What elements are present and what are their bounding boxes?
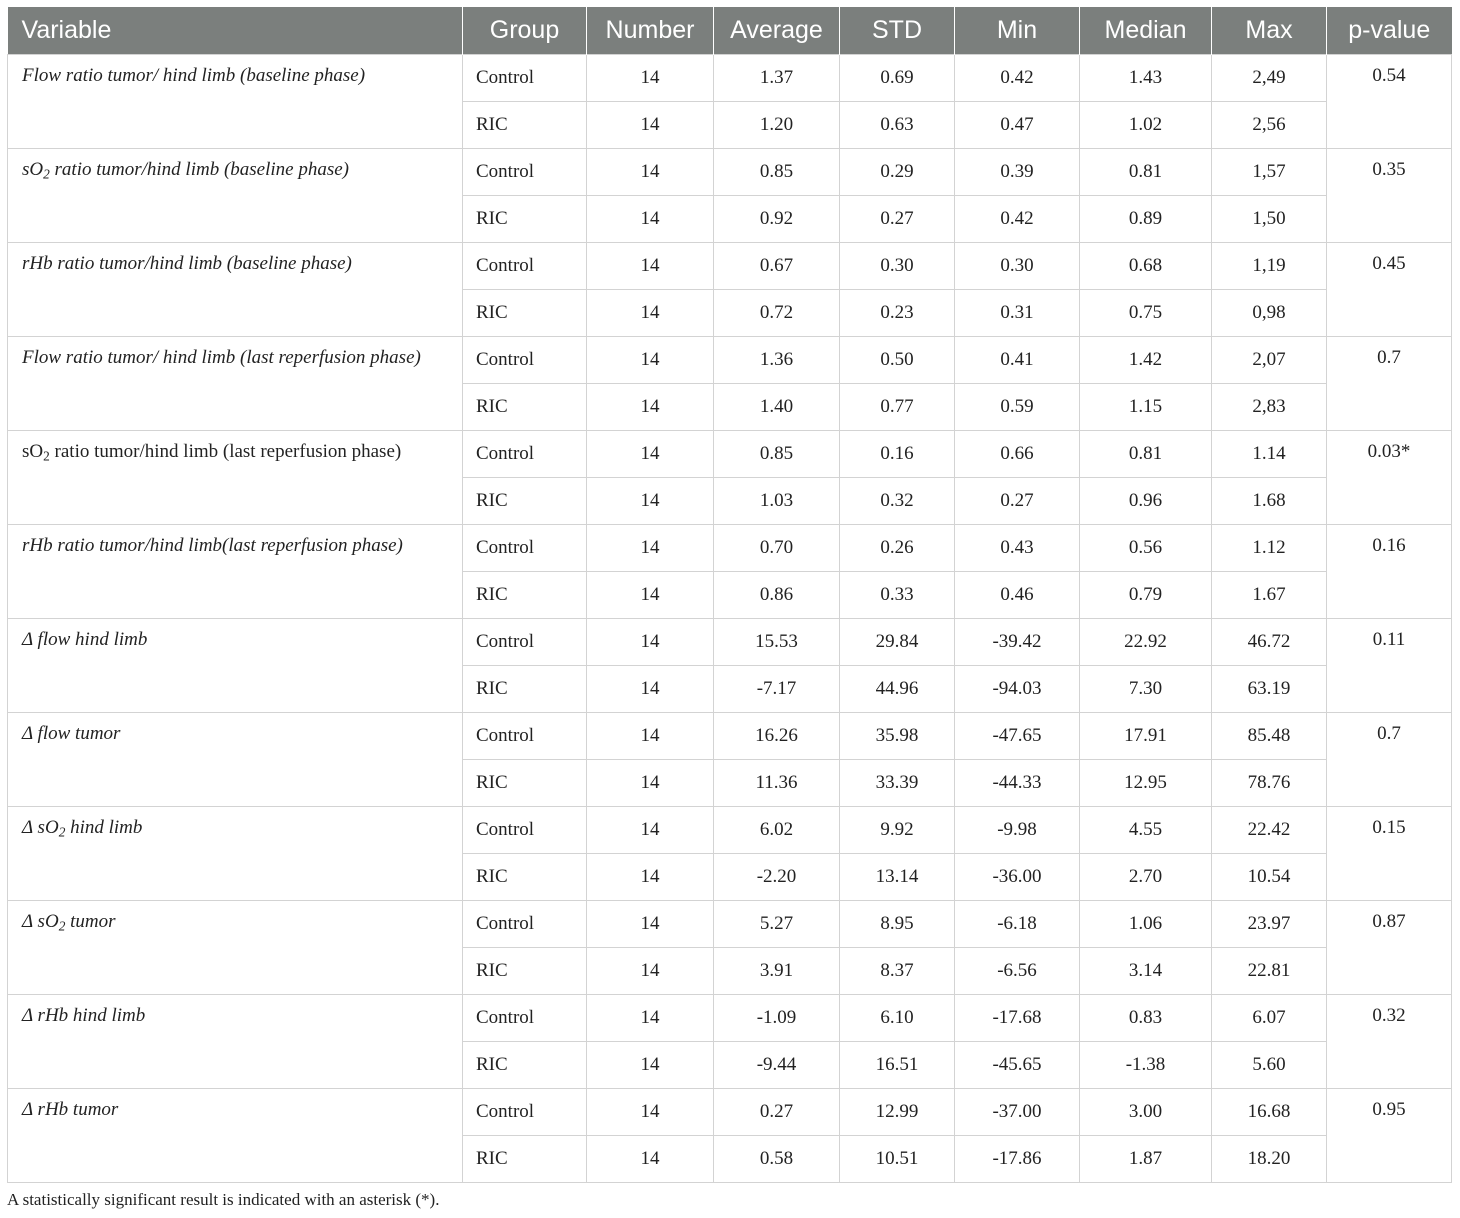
group-cell: Control [463,901,587,948]
std-cell: 0.77 [840,384,955,431]
std-cell: 0.32 [840,478,955,525]
number-cell: 14 [587,290,714,337]
variable-label-part: Δ sO [22,817,59,838]
min-cell: 0.39 [955,149,1080,196]
average-cell: 0.70 [714,525,840,572]
max-cell: 1.68 [1212,478,1327,525]
group-cell: RIC [463,666,587,713]
std-cell: 44.96 [840,666,955,713]
std-cell: 8.95 [840,901,955,948]
average-cell: 0.72 [714,290,840,337]
min-cell: 0.27 [955,478,1080,525]
std-cell: 12.99 [840,1089,955,1136]
number-cell: 14 [587,55,714,102]
p-value-cell: 0.54 [1327,55,1452,149]
average-cell: 3.91 [714,948,840,995]
p-value-cell: 0.95 [1327,1089,1452,1183]
std-cell: 0.33 [840,572,955,619]
average-cell: 1.40 [714,384,840,431]
group-cell: Control [463,525,587,572]
max-cell: 1.67 [1212,572,1327,619]
variable-label: Δ flow tumor [22,723,121,744]
median-cell: 0.81 [1080,431,1212,478]
number-cell: 14 [587,196,714,243]
median-cell: 17.91 [1080,713,1212,760]
max-cell: 1.14 [1212,431,1327,478]
p-value-cell: 0.11 [1327,619,1452,713]
variable-cell [8,713,463,807]
number-cell: 14 [587,619,714,666]
table-row [8,337,1452,384]
max-cell: 2,83 [1212,384,1327,431]
min-cell: 0.42 [955,196,1080,243]
variable-label-part: ratio tumor/hind limb (baseline phase) [49,159,350,180]
average-cell: 11.36 [714,760,840,807]
table-body [8,55,1452,1183]
min-cell: -17.68 [955,995,1080,1042]
table-row [8,243,1452,290]
std-cell: 0.16 [840,431,955,478]
max-cell: 2,49 [1212,55,1327,102]
group-cell: RIC [463,384,587,431]
variable-label-part: 2 [58,918,66,934]
variable-label: rHb ratio tumor/hind limb(last reperfusion phase) [22,535,403,556]
median-cell: 1.06 [1080,901,1212,948]
table-row [8,807,1452,854]
median-cell: 1.02 [1080,102,1212,149]
p-value-cell: 0.7 [1327,713,1452,807]
max-cell: 18.20 [1212,1136,1327,1183]
average-cell: -7.17 [714,666,840,713]
number-cell: 14 [587,854,714,901]
std-cell: 9.92 [840,807,955,854]
max-cell: 23.97 [1212,901,1327,948]
p-value-cell: 0.35 [1327,149,1452,243]
std-cell: 0.23 [840,290,955,337]
max-cell: 22.81 [1212,948,1327,995]
group-cell: RIC [463,1042,587,1089]
max-cell: 6.07 [1212,995,1327,1042]
number-cell: 14 [587,337,714,384]
group-cell: RIC [463,290,587,337]
median-cell: 0.83 [1080,995,1212,1042]
min-cell: 0.30 [955,243,1080,290]
average-cell: 1.37 [714,55,840,102]
number-cell: 14 [587,525,714,572]
variable-label: Flow ratio tumor/ hind limb (baseline phase) [22,65,366,86]
average-cell: 15.53 [714,619,840,666]
column-header: Max [1212,7,1327,55]
median-cell: 22.92 [1080,619,1212,666]
column-header: Variable [8,7,463,55]
average-cell: 0.92 [714,196,840,243]
median-cell: 4.55 [1080,807,1212,854]
std-cell: 0.30 [840,243,955,290]
variable-label: Flow ratio tumor/ hind limb (last reperfusion phase) [22,347,421,368]
average-cell: 16.26 [714,713,840,760]
variable-cell [8,901,463,995]
table-row [8,713,1452,760]
max-cell: 85.48 [1212,713,1327,760]
number-cell: 14 [587,149,714,196]
number-cell: 14 [587,431,714,478]
std-cell: 10.51 [840,1136,955,1183]
median-cell: 0.81 [1080,149,1212,196]
group-cell: RIC [463,196,587,243]
average-cell: 0.67 [714,243,840,290]
table-row [8,619,1452,666]
p-value-cell: 0.03* [1327,431,1452,525]
min-cell: -6.18 [955,901,1080,948]
p-value-cell: 0.16 [1327,525,1452,619]
median-cell: 3.14 [1080,948,1212,995]
average-cell: -2.20 [714,854,840,901]
group-cell: Control [463,337,587,384]
median-cell: 0.89 [1080,196,1212,243]
group-cell: Control [463,713,587,760]
max-cell: 46.72 [1212,619,1327,666]
median-cell: 0.56 [1080,525,1212,572]
table-row [8,55,1452,102]
number-cell: 14 [587,995,714,1042]
max-cell: 1.12 [1212,525,1327,572]
median-cell: -1.38 [1080,1042,1212,1089]
p-value-cell: 0.7 [1327,337,1452,431]
std-cell: 0.26 [840,525,955,572]
number-cell: 14 [587,1136,714,1183]
variable-cell [8,431,463,525]
variable-cell [8,149,463,243]
group-cell: Control [463,55,587,102]
variable-cell [8,243,463,337]
max-cell: 1,57 [1212,149,1327,196]
group-cell: RIC [463,478,587,525]
column-header: Min [955,7,1080,55]
footnote: A statistically significant result is indicated with an asterisk (*). [7,1190,440,1209]
min-cell: 0.46 [955,572,1080,619]
median-cell: 0.75 [1080,290,1212,337]
std-cell: 13.14 [840,854,955,901]
table-row [8,149,1452,196]
std-cell: 29.84 [840,619,955,666]
min-cell: -39.42 [955,619,1080,666]
group-cell: Control [463,995,587,1042]
min-cell: -6.56 [955,948,1080,995]
group-cell: Control [463,619,587,666]
number-cell: 14 [587,384,714,431]
number-cell: 14 [587,243,714,290]
variable-label-part: ratio tumor/hind limb (last reperfusion phase) [49,441,402,462]
median-cell: 1.43 [1080,55,1212,102]
group-cell: Control [463,1089,587,1136]
variable-cell [8,807,463,901]
column-header: Median [1080,7,1212,55]
min-cell: -37.00 [955,1089,1080,1136]
average-cell: 1.36 [714,337,840,384]
std-cell: 16.51 [840,1042,955,1089]
group-cell: RIC [463,948,587,995]
variable-label-part: 2 [58,824,66,840]
min-cell: 0.66 [955,431,1080,478]
column-header: p-value [1327,7,1452,55]
average-cell: 6.02 [714,807,840,854]
min-cell: -45.65 [955,1042,1080,1089]
variable-cell [8,1089,463,1183]
median-cell: 2.70 [1080,854,1212,901]
max-cell: 63.19 [1212,666,1327,713]
variable-label: Δ flow hind limb [22,629,148,650]
min-cell: -94.03 [955,666,1080,713]
header-row [8,7,1452,55]
variable-label-part: 2 [43,166,50,182]
table-row [8,901,1452,948]
variable-cell [8,619,463,713]
std-cell: 0.69 [840,55,955,102]
group-cell: Control [463,431,587,478]
median-cell: 0.68 [1080,243,1212,290]
variable-label-part: Δ sO [22,911,59,932]
variable-label-part: 2 [43,448,50,464]
p-value-cell: 0.87 [1327,901,1452,995]
variable-cell [8,525,463,619]
average-cell: 5.27 [714,901,840,948]
max-cell: 16.68 [1212,1089,1327,1136]
variable-label: Δ rHb hind limb [22,1005,146,1026]
number-cell: 14 [587,572,714,619]
min-cell: -9.98 [955,807,1080,854]
average-cell: 0.85 [714,431,840,478]
max-cell: 2,07 [1212,337,1327,384]
variable-label-part: hind limb [65,817,143,838]
average-cell: -1.09 [714,995,840,1042]
group-cell: Control [463,807,587,854]
min-cell: 0.47 [955,102,1080,149]
min-cell: 0.31 [955,290,1080,337]
group-cell: RIC [463,760,587,807]
column-header: Group [463,7,587,55]
column-header: Number [587,7,714,55]
variable-cell [8,55,463,149]
std-cell: 0.63 [840,102,955,149]
number-cell: 14 [587,1042,714,1089]
group-cell: RIC [463,572,587,619]
number-cell: 14 [587,948,714,995]
variable-label: rHb ratio tumor/hind limb (baseline phase) [22,253,352,274]
min-cell: -44.33 [955,760,1080,807]
table-row [8,1089,1452,1136]
min-cell: 0.42 [955,55,1080,102]
average-cell: 0.85 [714,149,840,196]
std-cell: 33.39 [840,760,955,807]
median-cell: 1.15 [1080,384,1212,431]
min-cell: 0.59 [955,384,1080,431]
statistics-table [7,7,1452,1183]
std-cell: 0.27 [840,196,955,243]
median-cell: 1.42 [1080,337,1212,384]
group-cell: Control [463,243,587,290]
min-cell: 0.43 [955,525,1080,572]
average-cell: 0.86 [714,572,840,619]
p-value-cell: 0.45 [1327,243,1452,337]
min-cell: -47.65 [955,713,1080,760]
number-cell: 14 [587,713,714,760]
std-cell: 6.10 [840,995,955,1042]
table-row [8,525,1452,572]
group-cell: RIC [463,854,587,901]
max-cell: 10.54 [1212,854,1327,901]
median-cell: 12.95 [1080,760,1212,807]
max-cell: 1,19 [1212,243,1327,290]
min-cell: 0.41 [955,337,1080,384]
number-cell: 14 [587,666,714,713]
column-header: Average [714,7,840,55]
average-cell: -9.44 [714,1042,840,1089]
average-cell: 0.58 [714,1136,840,1183]
variable-cell [8,995,463,1089]
group-cell: RIC [463,1136,587,1183]
number-cell: 14 [587,760,714,807]
min-cell: -17.86 [955,1136,1080,1183]
max-cell: 5.60 [1212,1042,1327,1089]
group-cell: RIC [463,102,587,149]
median-cell: 0.79 [1080,572,1212,619]
std-cell: 0.50 [840,337,955,384]
number-cell: 14 [587,478,714,525]
number-cell: 14 [587,102,714,149]
average-cell: 0.27 [714,1089,840,1136]
std-cell: 8.37 [840,948,955,995]
average-cell: 1.20 [714,102,840,149]
median-cell: 3.00 [1080,1089,1212,1136]
max-cell: 78.76 [1212,760,1327,807]
table-row [8,431,1452,478]
column-header: STD [840,7,955,55]
min-cell: -36.00 [955,854,1080,901]
variable-label-part: sO [22,159,44,180]
variable-label: Δ rHb tumor [22,1099,119,1120]
number-cell: 14 [587,901,714,948]
max-cell: 2,56 [1212,102,1327,149]
median-cell: 0.96 [1080,478,1212,525]
variable-label-part: tumor [65,911,116,932]
max-cell: 0,98 [1212,290,1327,337]
std-cell: 35.98 [840,713,955,760]
max-cell: 22.42 [1212,807,1327,854]
group-cell: Control [463,149,587,196]
variable-cell [8,337,463,431]
number-cell: 14 [587,1089,714,1136]
average-cell: 1.03 [714,478,840,525]
table-row [8,995,1452,1042]
p-value-cell: 0.32 [1327,995,1452,1089]
variable-label-part: sO [22,441,44,462]
max-cell: 1,50 [1212,196,1327,243]
number-cell: 14 [587,807,714,854]
median-cell: 7.30 [1080,666,1212,713]
std-cell: 0.29 [840,149,955,196]
median-cell: 1.87 [1080,1136,1212,1183]
p-value-cell: 0.15 [1327,807,1452,901]
